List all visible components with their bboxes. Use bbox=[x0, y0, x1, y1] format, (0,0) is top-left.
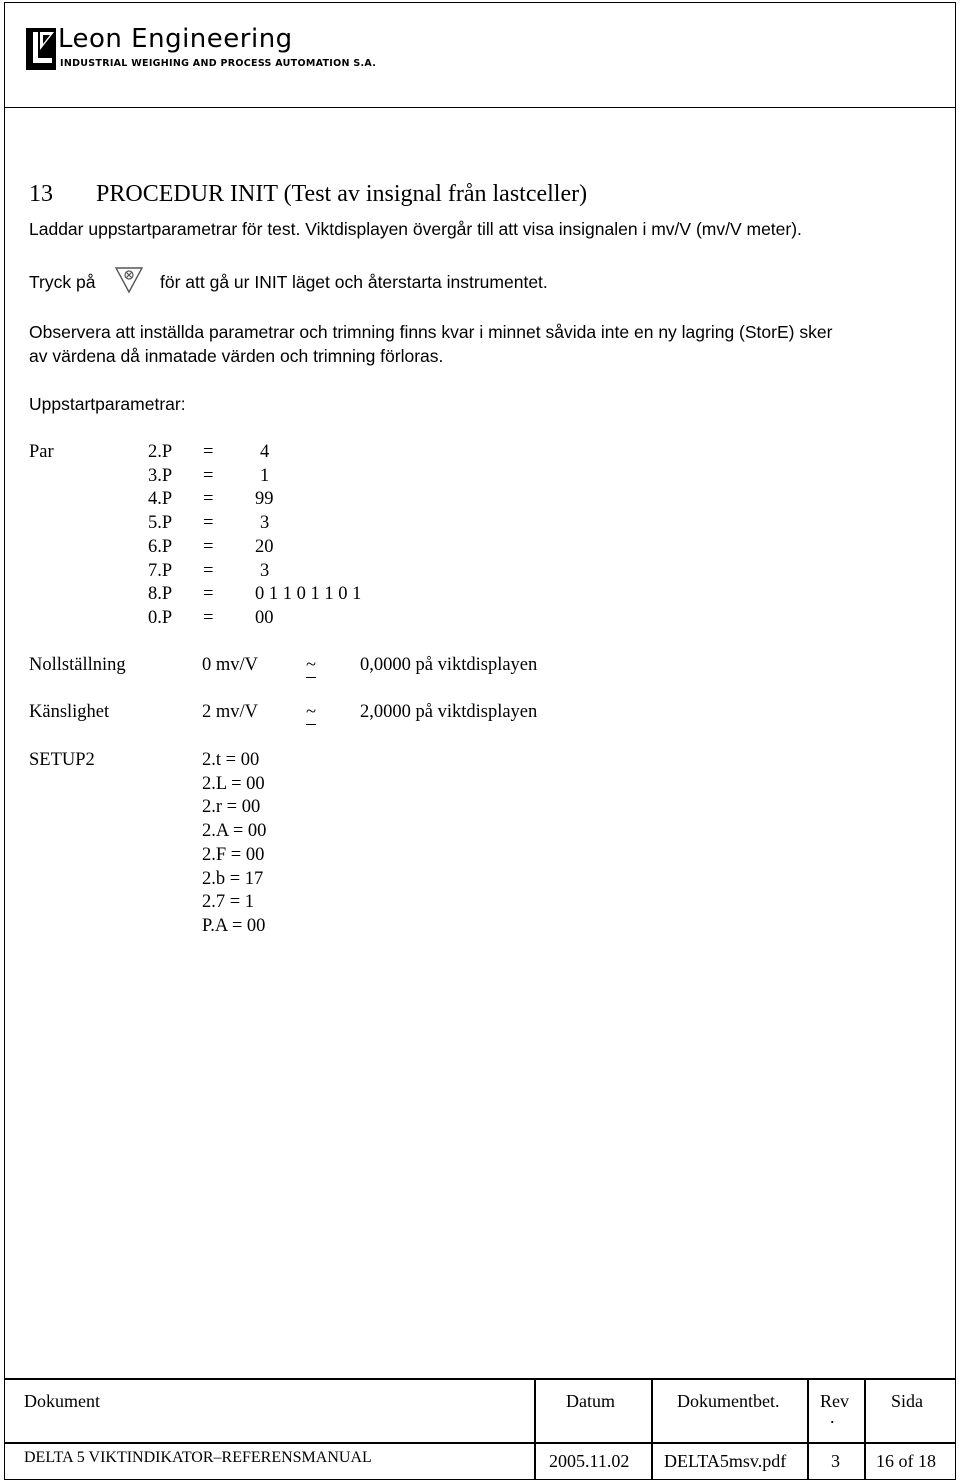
setup2-row: 2.b = 17 bbox=[202, 868, 264, 889]
footer-divider bbox=[807, 1378, 809, 1480]
params-heading: Uppstartparametrar: bbox=[29, 394, 186, 414]
par-value: 4 bbox=[260, 442, 270, 462]
par-name: 8.P bbox=[148, 584, 173, 605]
footer-divider bbox=[864, 1378, 866, 1480]
footer-divider bbox=[651, 1378, 653, 1480]
setup2-row: 2.7 = 1 bbox=[202, 892, 255, 913]
footer-header-doc-id: Dokumentbet. bbox=[677, 1391, 780, 1411]
section-number: 13 bbox=[29, 181, 53, 207]
par-value: 0 1 1 0 1 1 0 1 bbox=[255, 584, 362, 605]
calibration-value: 0 mv/V bbox=[202, 655, 259, 675]
par-name: 2.P bbox=[148, 442, 173, 462]
par-equals: = bbox=[203, 607, 214, 628]
footer-header-page: Sida bbox=[891, 1391, 924, 1411]
par-equals: = bbox=[203, 513, 214, 534]
footer-header-date: Datum bbox=[566, 1391, 615, 1411]
par-name: 3.P bbox=[148, 465, 173, 486]
par-name: 0.P bbox=[148, 607, 173, 628]
setup2-row: 2.L = 00 bbox=[202, 773, 265, 794]
par-name: 5.P bbox=[148, 513, 173, 534]
setup2-label: SETUP2 bbox=[29, 750, 95, 770]
setup2-row: 2.A = 00 bbox=[202, 821, 267, 842]
setup2-row: 2.F = 00 bbox=[202, 844, 265, 865]
footer-rev: 3 bbox=[831, 1451, 840, 1471]
par-value: 20 bbox=[255, 536, 274, 557]
footer-header-rev: Rev bbox=[820, 1391, 849, 1411]
par-equals: = bbox=[203, 536, 214, 557]
par-equals: = bbox=[203, 465, 214, 486]
header-divider bbox=[4, 107, 956, 108]
par-value: 00 bbox=[255, 607, 274, 628]
par-label: Par bbox=[29, 442, 54, 462]
par-name: 4.P bbox=[148, 489, 173, 510]
footer-mid-rule bbox=[4, 1442, 956, 1444]
footer-table bbox=[4, 1378, 956, 1480]
footer-header-rev-dot: . bbox=[830, 1407, 835, 1427]
par-name: 7.P bbox=[148, 560, 173, 581]
setup2-row: 2.r = 00 bbox=[202, 797, 261, 818]
note-line-2: av värdena då inmatade värden och trimning förloras. bbox=[29, 346, 444, 366]
par-value: 1 bbox=[260, 465, 270, 486]
par-equals: = bbox=[203, 489, 214, 510]
leon-engineering-logo-icon bbox=[26, 28, 56, 70]
escape-key-icon[interactable] bbox=[114, 266, 144, 294]
par-equals: = bbox=[203, 560, 214, 581]
section-title: PROCEDUR INIT (Test av insignal från lastceller) bbox=[96, 181, 588, 207]
note-line-1: Observera att inställda parametrar och trimning finns kvar i minnet såvida inte en ny lagring (StorE) sker bbox=[29, 322, 833, 342]
setup2-row: P.A = 00 bbox=[202, 915, 266, 936]
approx-symbol: ~ bbox=[306, 702, 317, 722]
company-name: Leon Engineering bbox=[58, 24, 293, 54]
calibration-result: 0,0000 på viktdisplayen bbox=[360, 655, 538, 675]
footer-document-title: DELTA 5 VIKTINDIKATOR–REFERENSMANUAL bbox=[24, 1449, 372, 1466]
footer-divider bbox=[534, 1378, 536, 1480]
calibration-label: Känslighet bbox=[29, 702, 110, 722]
par-value: 3 bbox=[260, 560, 270, 581]
par-value: 99 bbox=[255, 489, 274, 510]
footer-page: 16 of 18 bbox=[876, 1451, 936, 1471]
footer-doc-id: DELTA5msv.pdf bbox=[664, 1451, 787, 1471]
calibration-result: 2,0000 på viktdisplayen bbox=[360, 702, 538, 722]
press-prefix-text: Tryck på bbox=[29, 272, 96, 292]
footer-top-rule bbox=[4, 1378, 956, 1380]
par-name: 6.P bbox=[148, 536, 173, 557]
par-equals: = bbox=[203, 442, 214, 462]
approx-symbol: ~ bbox=[306, 655, 317, 675]
calibration-label: Nollställning bbox=[29, 655, 126, 675]
press-suffix-text: för att gå ur INIT läget och återstarta instrumentet. bbox=[160, 272, 548, 292]
intro-text: Laddar uppstartparametrar för test. Viktdisplayen övergår till att visa insignalen i mv/V (mv/V meter). bbox=[29, 219, 802, 239]
footer-header-document: Dokument bbox=[24, 1391, 100, 1411]
setup2-row: 2.t = 00 bbox=[202, 750, 260, 770]
par-equals: = bbox=[203, 584, 214, 605]
company-tagline: INDUSTRIAL WEIGHING AND PROCESS AUTOMATION S.A. bbox=[60, 58, 377, 69]
footer-date: 2005.11.02 bbox=[549, 1451, 630, 1471]
calibration-value: 2 mv/V bbox=[202, 702, 259, 722]
par-value: 3 bbox=[260, 513, 270, 534]
